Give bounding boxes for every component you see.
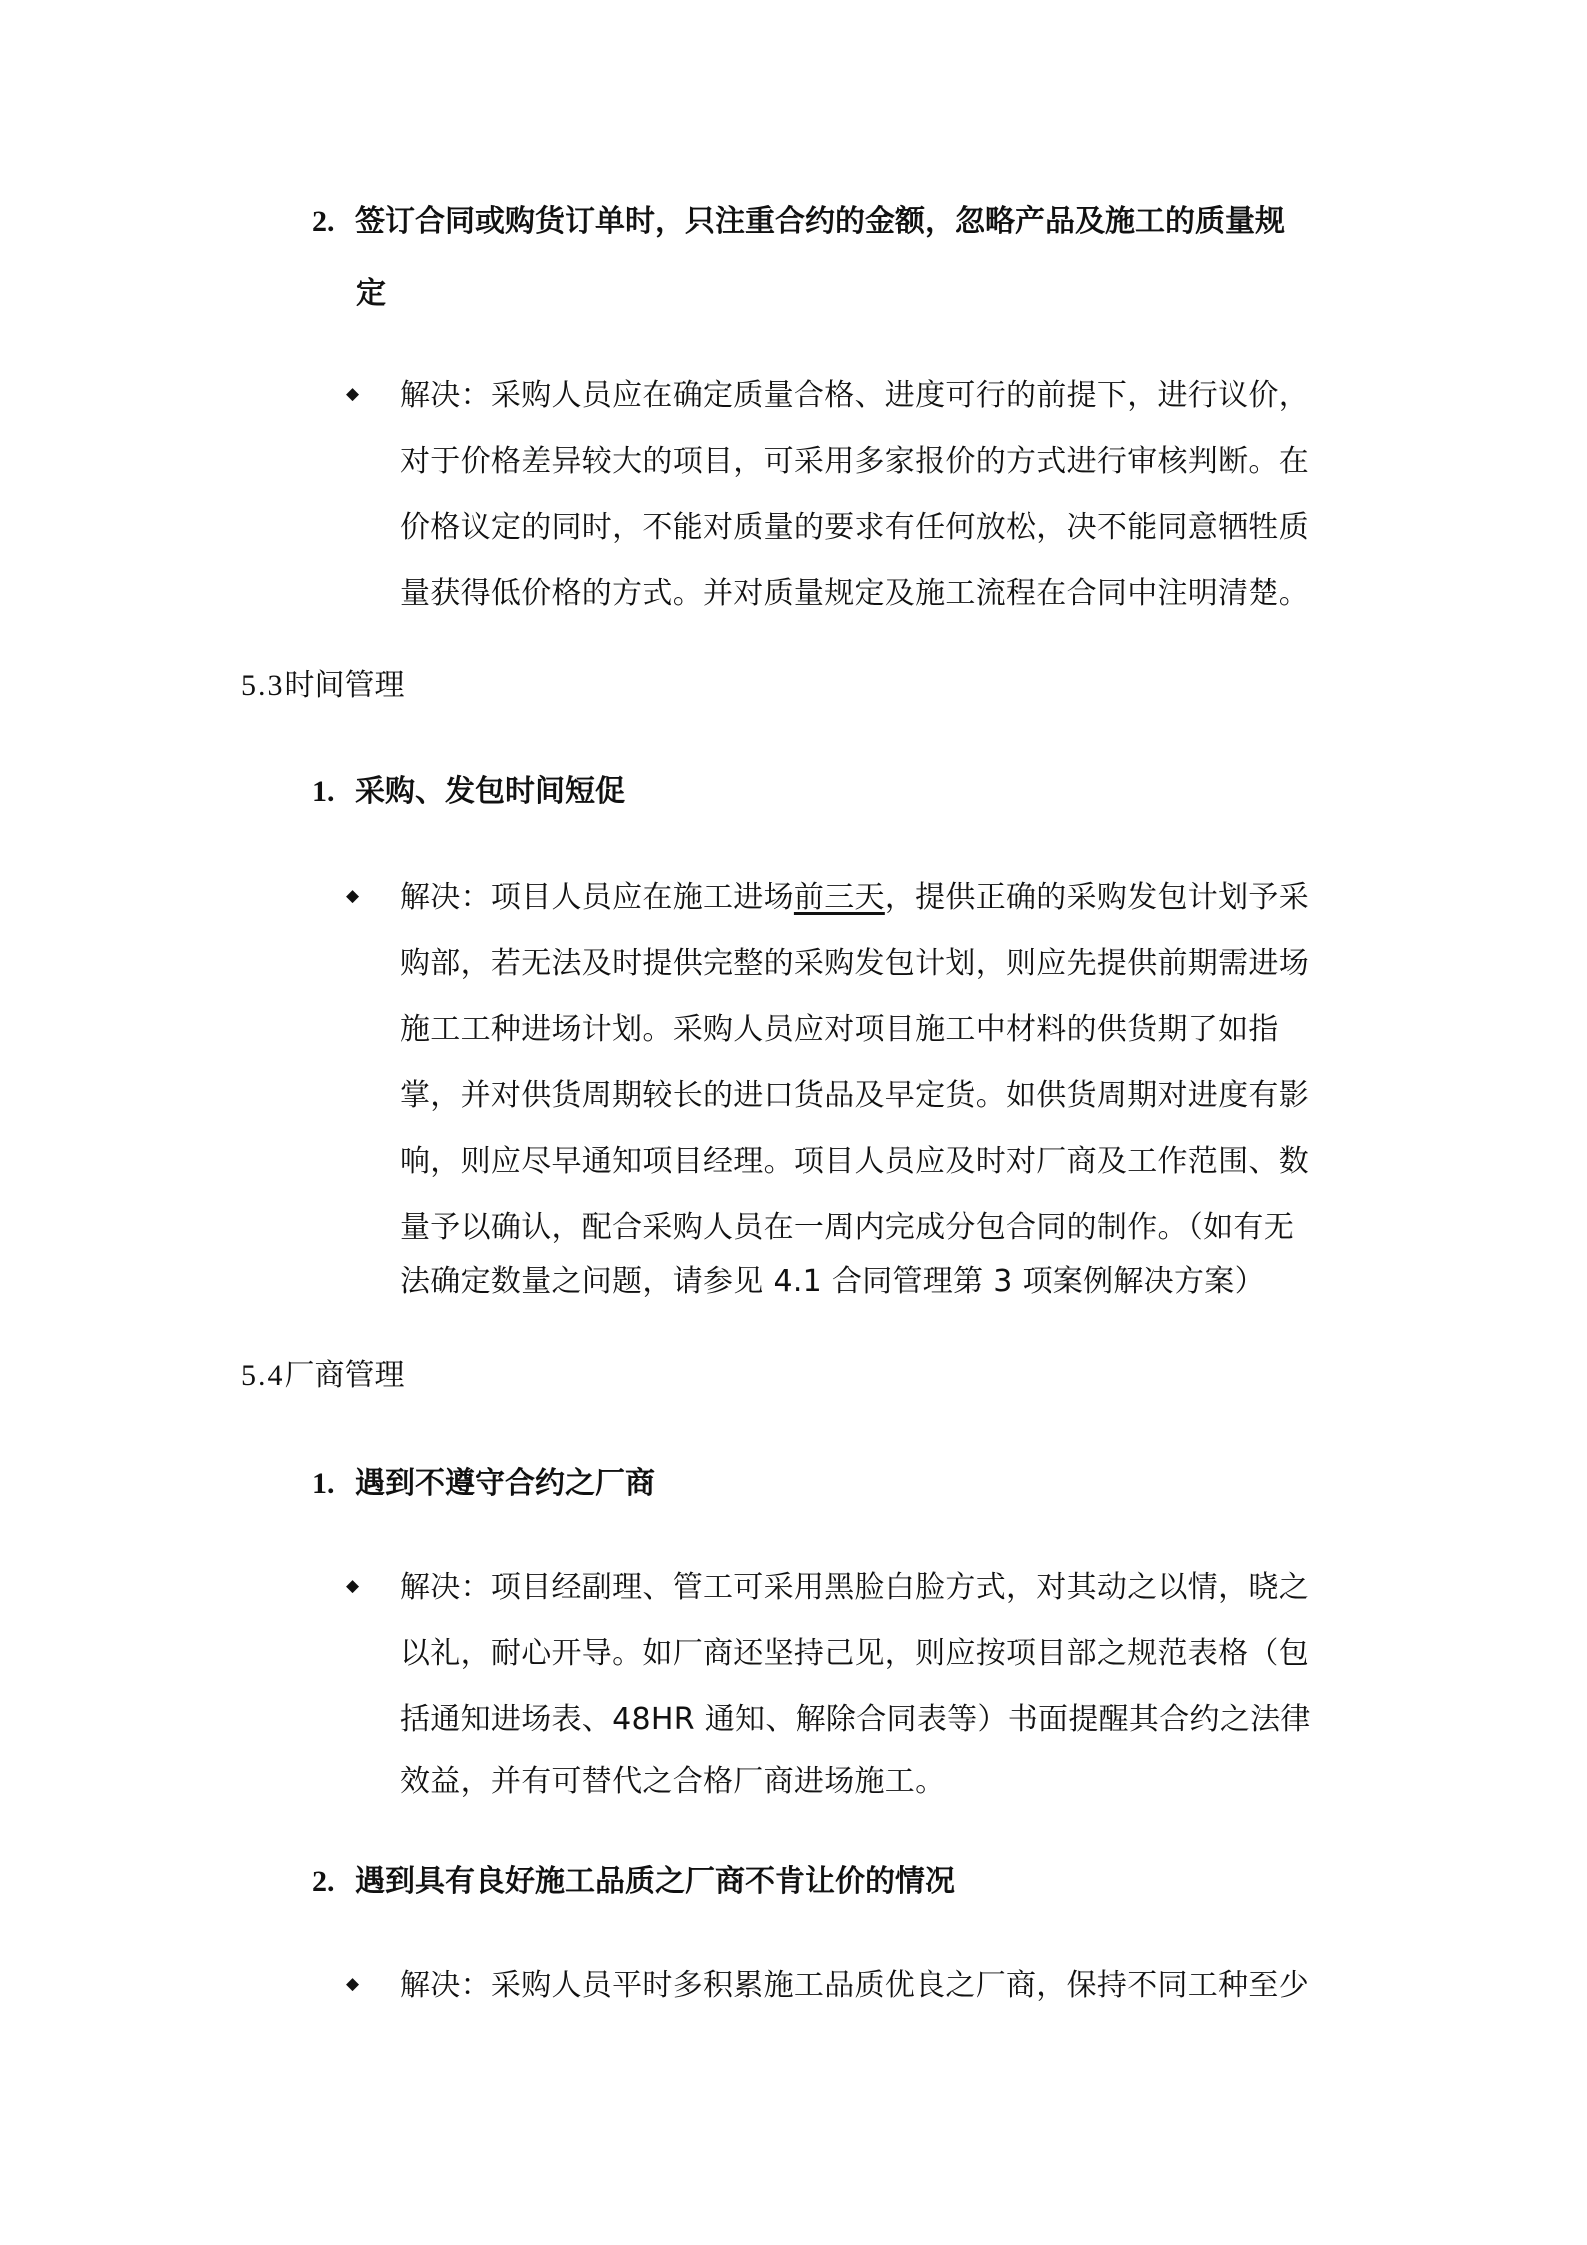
- text-span: 括通知进场表、: [400, 1702, 613, 1737]
- solution-vendor-line: 以礼，耐心开导。如厂商还坚持己见，则应按项目部之规范表格（包: [400, 1636, 1309, 1671]
- solution-quality-line: 解决：采购人员应在确定质量合格、进度可行的前提下，进行议价，: [400, 378, 1309, 413]
- list-number: 2.: [312, 1865, 335, 1898]
- heading-vendor-price-issue: [312, 1856, 955, 1900]
- solution-time-line: [400, 1256, 1265, 1300]
- solution-vendor2-line: 解决：采购人员平时多积累施工品质优良之厂商，保持不同工种至少: [400, 1968, 1309, 2003]
- solution-vendor-line: 效益，并有可替代之合格厂商进场施工。: [400, 1764, 946, 1799]
- solution-time-line: 施工工种进场计划。采购人员应对项目施工中材料的供货期了如指: [400, 1012, 1279, 1047]
- text-span: 48HR: [612, 1702, 695, 1737]
- text-span: 解决：项目人员应在施工进场: [400, 880, 794, 915]
- list-number: 1.: [312, 1467, 335, 1500]
- bullet-diamond-icon: ◆: [346, 1576, 360, 1596]
- heading-text: 遇到不遵守合约之厂商: [354, 1466, 655, 1501]
- section-number: 5.3: [241, 669, 285, 702]
- section-heading-5-3: [241, 660, 405, 704]
- list-number: 2.: [312, 205, 335, 238]
- section-title: 厂商管理: [284, 1358, 405, 1393]
- bullet-diamond-icon: ◆: [346, 384, 360, 404]
- text-span: ，提供正确的采购发包计划予采: [884, 880, 1310, 915]
- bullet-diamond-icon: ◆: [346, 886, 360, 906]
- solution-vendor-line: [400, 1694, 1311, 1738]
- section-heading-5-4: [241, 1350, 405, 1394]
- heading-text: 采购、发包时间短促: [354, 774, 625, 809]
- text-span: 3: [993, 1264, 1013, 1299]
- heading-time-issue: [312, 766, 625, 810]
- solution-time-line: [400, 872, 1309, 916]
- heading-text: 签订合同或购货订单时，只注重合约的金额，忽略产品及施工的质量规: [354, 204, 1285, 239]
- text-span: 法确定数量之问题，请参见: [400, 1264, 774, 1299]
- solution-time-line: 量予以确认，配合采购人员在一周内完成分包合同的制作。（如有无: [400, 1210, 1294, 1245]
- solution-time-line: 掌，并对供货周期较长的进口货品及早定货。如供货周期对进度有影: [400, 1078, 1309, 1113]
- solution-time-line: 响，则应尽早通知项目经理。项目人员应及时对厂商及工作范围、数: [400, 1144, 1309, 1179]
- heading-quality-issue-cont: 定: [356, 276, 386, 311]
- text-span: 4.1: [773, 1264, 823, 1299]
- section-number: 5.4: [241, 1359, 285, 1392]
- heading-vendor-issue: [312, 1458, 655, 1502]
- solution-time-line: 购部，若无法及时提供完整的采购发包计划，则应先提供前期需进场: [400, 946, 1309, 981]
- solution-quality-line: 对于价格差异较大的项目，可采用多家报价的方式进行审核判断。在: [400, 444, 1309, 479]
- heading-text: 遇到具有良好施工品质之厂商不肯让价的情况: [354, 1864, 955, 1899]
- solution-quality-line: 量获得低价格的方式。并对质量规定及施工流程在合同中注明清楚。: [400, 576, 1309, 611]
- solution-vendor-line: 解决：项目经副理、管工可采用黑脸白脸方式，对其动之以情，晓之: [400, 1570, 1309, 1605]
- solution-quality-line: 价格议定的同时，不能对质量的要求有任何放松，决不能同意牺牲质: [400, 510, 1309, 545]
- list-number: 1.: [312, 775, 335, 808]
- text-span: 通知、解除合同表等）书面提醒其合约之法律: [694, 1702, 1311, 1737]
- underlined-text: 前三天: [793, 880, 885, 915]
- text-span: 合同管理第: [822, 1264, 994, 1299]
- section-title: 时间管理: [284, 668, 405, 703]
- bullet-diamond-icon: ◆: [346, 1974, 360, 1994]
- heading-quality-issue: [312, 196, 1285, 240]
- text-span: 项案例解决方案）: [1012, 1264, 1265, 1299]
